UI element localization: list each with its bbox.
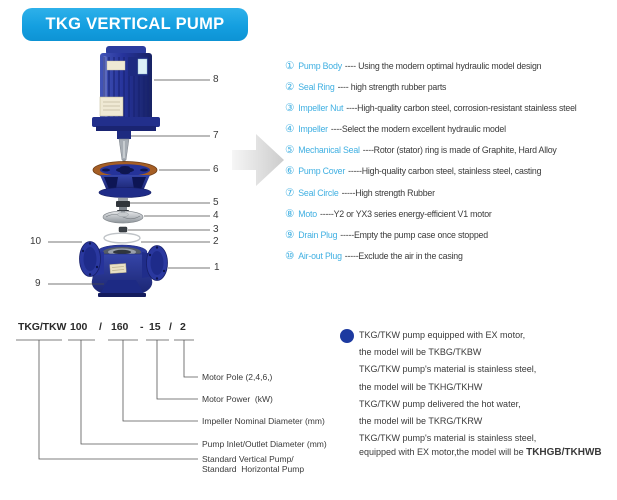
part-description: -----High-quality carbon steel, stainless steel, casting [348,166,542,177]
motor-drawing [92,46,160,131]
model-segment-power: 15 [149,321,161,333]
part-name: Impeller Nut [298,103,344,114]
note-text: the model will be TKHG/TKHW [359,381,483,392]
part-description: -----Exclude the air in the casing [344,250,463,261]
part-list-item [285,161,577,182]
callout-number: 5 [213,197,219,208]
circled-number-icon: ② [285,81,295,94]
notes-lines [359,327,602,462]
page-title: TKG VERTICAL PUMP [45,15,225,33]
model-label-standard-1: Standard Vertical Pump/ [202,453,294,464]
part-description: -----High strength Rubber [341,187,435,198]
note-line [359,413,602,430]
note-line [359,344,602,361]
model-segment-series: TKG/TKW [18,321,67,333]
parts-list [285,56,577,267]
circled-number-icon: ⑩ [285,249,295,262]
circled-number-icon: ⑥ [285,165,295,178]
part-list-item [285,98,577,119]
circled-number-icon: ③ [285,102,295,115]
part-name: Seal Circle [298,187,339,198]
part-name: Seal Ring [298,82,335,93]
part-list-item [285,246,577,267]
model-label-standard-2: Standard Horizontal Pump [202,463,305,474]
impeller-drawing [103,211,143,223]
model-segment-pole: 2 [180,321,186,333]
impeller-nut-drawing [119,227,127,232]
model-label-motor-power: Motor Power (kW) [202,393,273,404]
pump-cover-drawing [93,162,157,198]
note-text: TKG/TKW pump's material is stainless steel, [359,364,537,375]
part-description: ---- high strength rubber parts [337,82,447,93]
part-list-item [285,140,577,161]
model-code-connector-lines [16,340,198,459]
model-segment-separator2: / [169,321,172,333]
circled-number-icon: ① [285,60,295,72]
note-text: TKG/TKW pump equipped with EX motor, [359,330,526,340]
part-description: ----Select the modern excellent hydraulic model [330,124,506,135]
circled-number-icon: ⑧ [285,207,295,220]
part-list-item [285,119,577,140]
callout-number: 9 [35,278,41,289]
model-segment-inlet: 100 [70,321,88,333]
part-name: Pump Cover [298,166,346,177]
part-name: Impeller [298,124,328,135]
note-text: TKG/TKW pump delivered the hot water, [359,398,521,409]
callout-number: 7 [213,130,219,141]
part-list-item [285,204,577,225]
part-name: Moto [298,208,317,219]
callout-number: 3 [213,224,219,235]
note-line [359,396,602,413]
model-label-motor-pole: Motor Pole (2,4,6,) [202,371,273,382]
seal-circle-drawing [104,233,140,243]
model-segment-separator: / [99,321,102,333]
part-list-item [285,225,577,246]
notes-bullet-icon [340,329,354,343]
circled-number-icon: ④ [285,123,295,136]
circled-number-icon: ⑤ [285,144,295,157]
model-segment-dash: - [140,321,144,333]
note-line [359,327,602,344]
model-label-impeller-dia: Impeller Nominal Diameter (mm) [202,415,325,426]
model-label-inlet-dia: Pump Inlet/Outlet Diameter (mm) [202,438,327,449]
part-name: Mechanical Seal [298,145,360,156]
note-text: the model will be TKBG/TKBW [359,347,482,358]
callout-number: 2 [213,236,219,247]
callout-number: 8 [213,74,219,85]
part-list-item [285,56,577,77]
part-name: Pump Body [298,61,342,71]
callout-number: 4 [213,210,219,221]
part-description: -----Empty the pump case once stopped [340,229,488,240]
note-text: the model will be TKRG/TKRW [359,415,483,426]
part-name: Air-out Plug [298,250,342,261]
note-line [359,361,602,378]
arrow-right-icon [232,134,284,186]
note-text: equipped with EX motor,the model will be [359,447,527,458]
callout-number: 10 [30,236,42,247]
part-name: Drain Plug [298,229,338,240]
part-description: -----Y2 or YX3 series energy-efficient V1 motor [319,208,492,219]
part-list-item [285,183,577,204]
note-model-bold: TKHGB/TKHWB [526,447,602,459]
callout-number: 1 [214,262,220,273]
circled-number-icon: ⑦ [285,186,295,199]
note-text: TKG/TKW pump's material is stainless steel, [359,433,537,444]
part-description: ---- Using the modern optimal hydraulic model design [344,61,542,71]
part-description: ----Rotor (stator) ring is made of Graphite, Hard Alloy [362,145,557,156]
callout-number: 6 [213,164,219,175]
note-line [359,444,602,461]
part-list-item [285,77,577,98]
pump-body-drawing [80,242,168,298]
model-segment-impeller: 160 [111,321,129,333]
part-description: ----High-quality carbon steel, corrosion-resistant stainless steel [346,103,577,114]
note-line [359,379,602,396]
circled-number-icon: ⑨ [285,228,295,241]
